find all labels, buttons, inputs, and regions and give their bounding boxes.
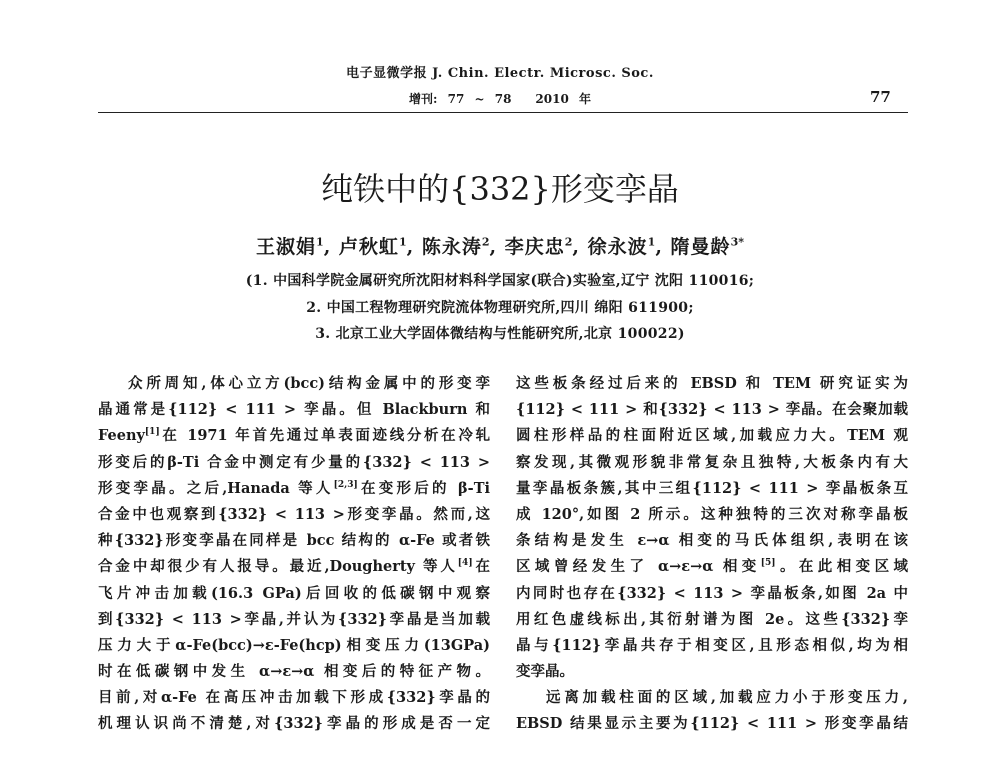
journal-name: 电子显微学报 J. Chin. Electr. Microsc. Soc. (346, 66, 654, 81)
author-name: 陈永涛 (421, 236, 482, 258)
header-rule (98, 112, 908, 113)
text-line: 目前,对α-Fe 在高压冲击加载下形成{332}孪晶的 (98, 689, 490, 707)
affiliation-1: (1. 中国科学院金属研究所沈阳材料科学国家(联合)实验室,辽宁 沈阳 110016; (245, 273, 755, 289)
text-line: 到{332} < 113 >孪晶,并认为{332}孪晶是当加载 (98, 610, 490, 628)
affiliation-3: 3. 北京工业大学固体微结构与性能研究所,北京 100022) (315, 326, 685, 342)
text-line: 种{332}形变孪晶在同样是 bcc 结构的 α-Fe 或者铁 (98, 532, 490, 550)
text-line: 时在低碳钢中发生 α→ε→α 相变后的特征产物。 (98, 663, 490, 681)
text-line: 合金中也观察到{332} < 113 >形变孪晶。然而,这 (98, 505, 490, 523)
text-line: 形变后的β-Ti 合金中测定有少量的{332} < 113 > (98, 453, 490, 471)
text-line: 用红色虚线标出,其衍射谱为图 2e。这些{332}孪 (516, 610, 908, 628)
author-affiliation-mark: 1 (398, 235, 407, 249)
author-affiliation-mark: 2 (481, 235, 490, 249)
text-line: 晶与{112}孪晶共存于相变区,且形态相似,均为相 (516, 636, 908, 654)
author-affiliation-mark: 1 (316, 235, 324, 249)
affiliation-2: 2. 中国工程物理研究院流体物理研究所,四川 绵阳 611900; (306, 300, 694, 316)
text-line: 机理认识尚不清楚,对{332}孪晶的形成是否一定 (98, 715, 490, 733)
text-line: 区域曾经发生了 α→ε→α 相变[5]。在此相变区域 (516, 558, 908, 576)
text-line: 远离加载柱面的区域,加载应力小于形变压力, (546, 689, 908, 707)
text-line: 变孪晶。 (516, 663, 574, 681)
author-list: 王淑娟$^1$, 卢秋虹$^1$, 陈永涛$^2$, 李庆忠$^2$, 徐永波$^1$, 隋曼龄$^{3*}$ (256, 235, 744, 258)
text-line: EBSD 结果显示主要为{112} < 111 > 形变孪晶结 (516, 715, 908, 733)
text-line: 内同时也存在{332} < 113 > 孪晶板条,如图 2a 中 (516, 584, 908, 602)
text-line: 这些板条经过后来的 EBSD 和 TEM 研究证实为 (516, 375, 908, 392)
body-column-right (516, 371, 908, 738)
page-number: 77 (870, 88, 891, 106)
author-name: 徐永波 (587, 236, 648, 258)
text-line: 成 120°,如图 2 所示。这种独特的三次对称孪晶板 (516, 505, 908, 523)
text-line: 飞片冲击加载(16.3 GPa)后回收的低碳钢中观察 (98, 584, 490, 602)
author-name: 卢秋虹 (338, 236, 399, 258)
text-line: 圆柱形样品的柱面附近区域,加载应力大。TEM 观 (516, 427, 908, 445)
author-affiliation-mark: 2 (564, 235, 573, 249)
citation-marker: [4] (457, 558, 473, 569)
author-name: 隋曼龄 (670, 236, 731, 258)
body-column-left (98, 371, 490, 738)
text-line: 合金中却很少有人报导。最近,Dougherty 等人[4]在 (98, 558, 490, 576)
author-name: 李庆忠 (504, 236, 565, 258)
text-line: 量孪晶板条簇,其中三组{112} < 111 > 孪晶板条互 (516, 479, 908, 497)
text-line: Feeny[1]在 1971 年首先通过单表面迹线分析在冷轧 (98, 427, 490, 445)
text-line: 形变孪晶。之后,Hanada 等人[2,3]在变形后的 β-Ti (98, 479, 490, 497)
text-line: 察发现,其微观形貌非常复杂且独特,大板条内有大 (516, 453, 908, 471)
citation-marker: [2,3] (333, 479, 358, 490)
text-line: 条结构是发生 ε→α 相变的马氏体组织,表明在该 (516, 532, 908, 550)
author-affiliation-mark: 3* (730, 235, 744, 249)
author-name: 王淑娟 (256, 236, 317, 258)
text-line: 众所周知,体心立方(bcc)结构金属中的形变孪 (128, 375, 490, 392)
text-line: 压力大于α-Fe(bcc)→ε-Fe(hcp)相变压力(13GPa) (98, 636, 490, 654)
citation-marker: [1] (144, 427, 160, 438)
author-affiliation-mark: 1 (647, 235, 656, 249)
paper-title: 纯铁中的{332}形变孪晶 (321, 170, 679, 208)
text-line: 晶通常是{112} < 111 > 孪晶。但 Blackburn 和 (98, 401, 490, 419)
issue-info: 增刊: 77 ~ 78 2010 年 (409, 92, 591, 106)
text-line: {112} < 111 > 和{332} < 113 > 孪晶。在会聚加载 (516, 401, 908, 419)
citation-marker: [5] (760, 558, 776, 569)
